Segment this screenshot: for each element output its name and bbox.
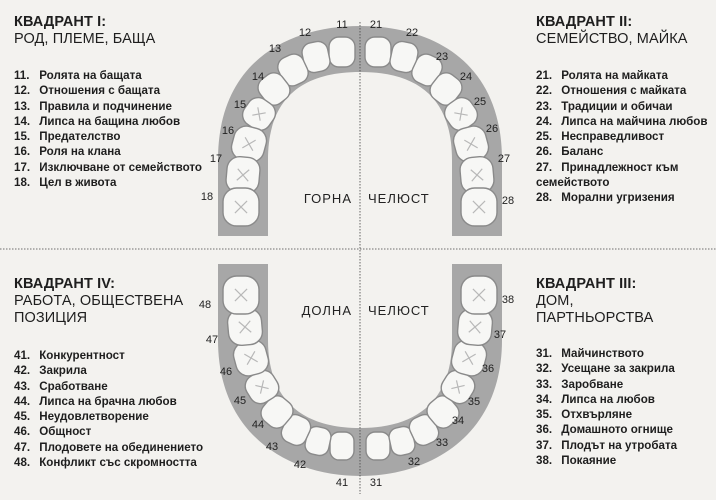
tooth-number: 27: [497, 153, 511, 165]
list-item: [14, 129, 214, 144]
item-number: 33.: [536, 377, 553, 391]
list-item: [536, 361, 711, 376]
tooth-icon: [329, 37, 355, 67]
item-number: 17.: [14, 160, 31, 174]
item-number: 24.: [536, 114, 553, 128]
item-number: 11.: [14, 69, 30, 82]
item-text: Липса на бащина любов: [39, 114, 181, 128]
item-number: 48.: [14, 456, 31, 470]
tooth-number: 33: [435, 437, 449, 449]
list-item: [536, 346, 711, 361]
item-number: 27.: [536, 160, 553, 174]
item-text: Сработване: [39, 379, 108, 393]
list-item: [536, 190, 711, 205]
list-item: [14, 160, 214, 175]
list-item: [536, 68, 711, 83]
tooth-number: 43: [265, 441, 279, 453]
quadrant-1-heading: [14, 14, 155, 48]
tooth-number: 25: [473, 96, 487, 108]
item-text: Усещане за закрила: [561, 362, 675, 376]
item-text: Ролята на майката: [561, 69, 668, 82]
item-number: 31.: [536, 347, 553, 360]
tooth-number: 32: [407, 456, 421, 468]
item-text: Конфликт със скромността: [39, 456, 197, 470]
item-number: 44.: [14, 394, 31, 408]
item-text: Роля на клана: [39, 145, 121, 159]
quadrant-2-subtitle: СЕМЕЙСТВО, МАЙКА: [536, 31, 688, 47]
item-number: 42.: [14, 364, 31, 378]
tooth-number: 31: [369, 477, 383, 489]
item-text: Липса на брачна любов: [39, 394, 177, 408]
list-item: [536, 99, 711, 114]
upper-jaw-label-right: ЧЕЛЮСТ: [368, 191, 430, 206]
item-number: 14.: [14, 114, 31, 128]
quadrant-1-list: [14, 68, 214, 190]
item-number: 35.: [536, 408, 553, 422]
tooth-number: 26: [485, 123, 499, 135]
item-text: Липса на майчина любов: [561, 114, 708, 128]
list-item: [14, 99, 214, 114]
item-number: 26.: [536, 145, 553, 159]
quadrant-4-subtitle: РАБОТА, ОБЩЕСТВЕНА ПОЗИЦИЯ: [14, 293, 184, 326]
item-text: Заробване: [561, 377, 624, 391]
list-item: [14, 144, 214, 159]
list-item: [14, 424, 229, 439]
tooth-number: 12: [298, 27, 312, 39]
list-item: [14, 83, 214, 98]
tooth-number: 34: [451, 415, 465, 427]
item-text: Домашното огнище: [561, 423, 673, 437]
list-item: [14, 455, 229, 470]
item-number: 13.: [14, 99, 31, 113]
item-number: 47.: [14, 440, 31, 454]
list-item: [536, 453, 711, 468]
tooth-number: 47: [205, 334, 219, 346]
tooth-number: 21: [369, 19, 383, 31]
item-text: Правила и подчинение: [39, 99, 172, 113]
list-item: [14, 348, 229, 363]
list-item: [536, 407, 711, 422]
quadrant-1-subtitle: РОД, ПЛЕМЕ, БАЩА: [14, 31, 156, 47]
item-text: Изключване от семейството: [39, 160, 203, 174]
list-item: [14, 379, 229, 394]
list-item: [14, 440, 229, 455]
list-item: [536, 438, 711, 453]
quadrant-1-title: КВАДРАНТ I:: [14, 14, 107, 30]
item-text: Ролята на бащата: [39, 69, 142, 82]
item-number: 32.: [536, 362, 553, 376]
tooth-icon: [223, 188, 259, 226]
tooth-number: 44: [251, 419, 265, 431]
tooth-number: 35: [467, 396, 481, 408]
tooth-number: 38: [501, 294, 515, 306]
list-item: [536, 377, 711, 392]
tooth-icon: [461, 188, 497, 226]
tooth-icon: [365, 37, 391, 67]
item-text: Общност: [39, 425, 92, 439]
item-number: 38.: [536, 454, 553, 468]
tooth-number: 17: [209, 153, 223, 165]
quadrant-4-heading: [14, 276, 183, 327]
tooth-number: 23: [435, 51, 449, 63]
list-item: [536, 144, 711, 159]
quadrant-3-subtitle: ДОМ, ПАРТНЬОРСТВА: [536, 293, 654, 326]
item-text: Отношения с майката: [561, 84, 687, 98]
item-text: Плодовете на обединението: [39, 440, 204, 454]
tooth-number: 36: [481, 363, 495, 375]
quadrant-2-list: [536, 68, 711, 206]
list-item: [14, 409, 229, 424]
item-number: 36.: [536, 423, 553, 437]
list-item: [14, 175, 214, 190]
list-item: [536, 114, 711, 129]
item-number: 15.: [14, 130, 31, 144]
tooth-number: 11: [336, 19, 348, 31]
quadrant-2-title: КВАДРАНТ II:: [536, 14, 633, 30]
list-item: [536, 83, 711, 98]
list-item: [536, 422, 711, 437]
item-number: 22.: [536, 84, 553, 98]
tooth-number: 24: [459, 71, 473, 83]
tooth-number: 18: [200, 191, 214, 203]
quadrant-4-list: [14, 348, 229, 470]
list-item: [14, 114, 214, 129]
item-number: 28.: [536, 191, 553, 205]
item-number: 25.: [536, 130, 553, 144]
item-text: Морални угризения: [561, 191, 675, 205]
item-text: Конкурентност: [39, 349, 125, 362]
tooth-number: 48: [198, 299, 212, 311]
item-text: Покаяние: [561, 454, 617, 468]
item-text: Несправедливост: [561, 130, 665, 144]
tooth-number: 13: [268, 43, 282, 55]
item-number: 16.: [14, 145, 31, 159]
item-number: 46.: [14, 425, 31, 439]
list-item: [536, 392, 711, 407]
item-number: 34.: [536, 392, 553, 406]
list-item: [14, 394, 229, 409]
item-number: 12.: [14, 84, 31, 98]
tooth-number: 37: [493, 329, 507, 341]
list-item: [536, 160, 711, 191]
upper-jaw-label-left: ГОРНА: [303, 191, 352, 206]
item-text: Закрила: [39, 364, 87, 378]
tooth-number: 28: [501, 195, 515, 207]
tooth-number: 45: [233, 395, 247, 407]
list-item: [536, 129, 711, 144]
item-text: Майчинството: [561, 347, 644, 360]
item-text: Традиции и обичаи: [561, 99, 673, 113]
tooth-icon: [330, 432, 354, 460]
list-item: [14, 68, 214, 83]
quadrant-2-heading: [536, 14, 688, 48]
item-number: 43.: [14, 379, 31, 393]
item-text: Предателство: [39, 130, 121, 144]
item-number: 41.: [14, 349, 31, 362]
item-number: 23.: [536, 99, 553, 113]
item-text: Баланс: [561, 145, 604, 159]
item-number: 37.: [536, 438, 553, 452]
item-number: 45.: [14, 410, 31, 424]
list-item: [14, 363, 229, 378]
tooth-number: 41: [335, 477, 349, 489]
tooth-number: 46: [219, 366, 233, 378]
item-number: 18.: [14, 176, 31, 190]
item-number: 21.: [536, 69, 553, 82]
quadrant-3-list: [536, 346, 711, 468]
item-text: Цел в живота: [39, 176, 117, 190]
tooth-number: 14: [251, 71, 265, 83]
tooth-icon: [461, 276, 497, 314]
tooth-number: 22: [405, 27, 419, 39]
item-text: Отхвърляне: [561, 408, 633, 422]
quadrant-3-heading: [536, 276, 653, 327]
quadrant-3-title: КВАДРАНТ III:: [536, 276, 637, 292]
item-text: Принадлежност към семейството: [536, 160, 679, 190]
lower-jaw-label-left: ДОЛНА: [301, 303, 352, 318]
tooth-number: 15: [233, 99, 247, 111]
tooth-icon: [366, 432, 390, 460]
tooth-number: 42: [293, 459, 307, 471]
tooth-icon: [223, 276, 259, 314]
quadrant-4-title: КВАДРАНТ IV:: [14, 276, 116, 292]
tooth-number: 16: [221, 125, 235, 137]
item-text: Плодът на утробата: [561, 438, 678, 452]
item-text: Липса на любов: [561, 392, 655, 406]
lower-jaw-label-right: ЧЕЛЮСТ: [368, 303, 430, 318]
item-text: Отношения с бащата: [39, 84, 161, 98]
item-text: Неудовлетворение: [39, 410, 149, 424]
